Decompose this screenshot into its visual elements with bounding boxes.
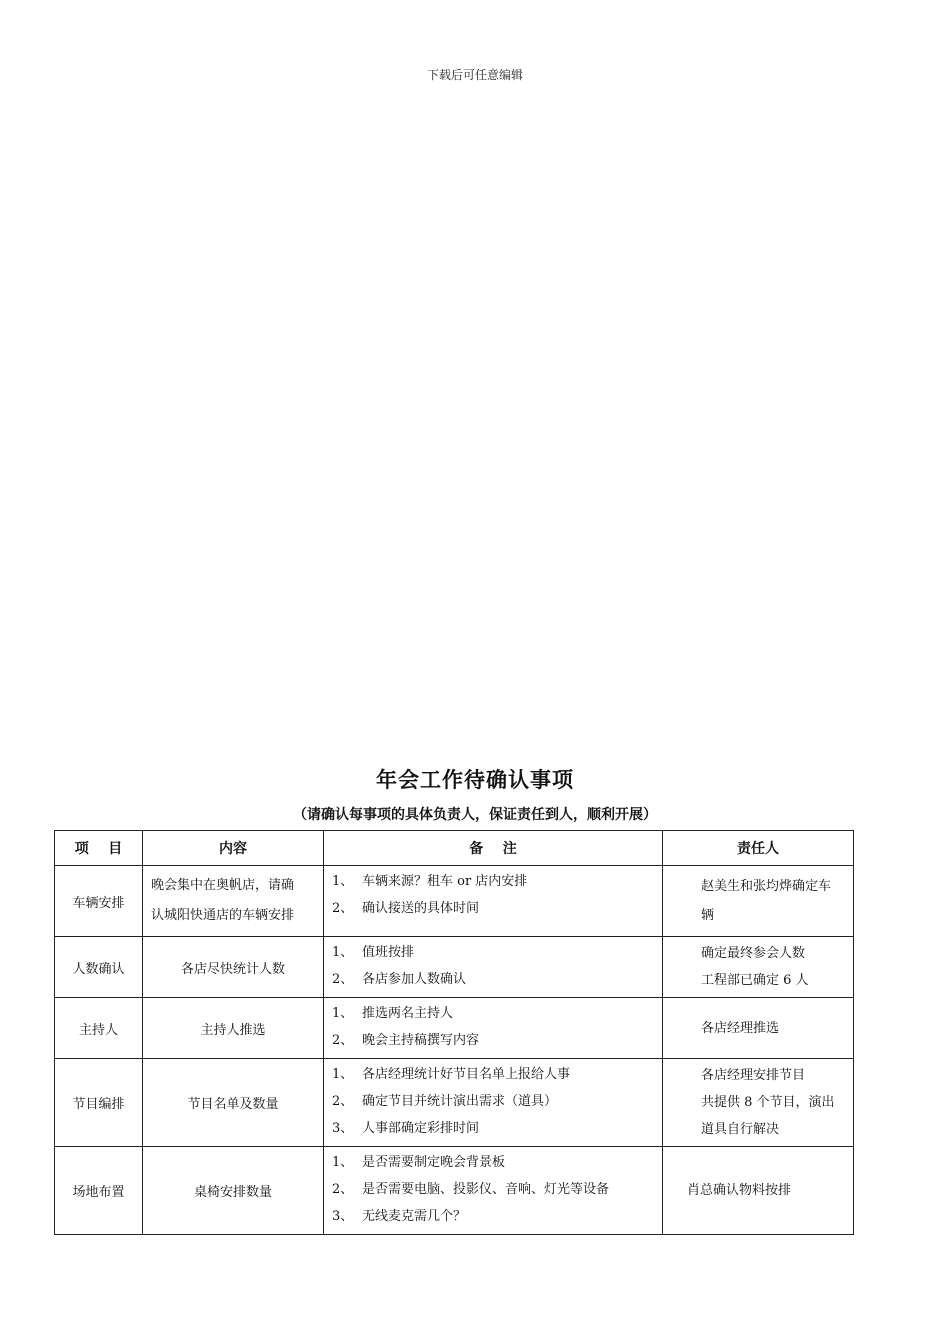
note-line: 2、 各店参加人数确认 (332, 972, 467, 987)
task-table (54, 830, 854, 1235)
owner-line: 赵美生和张均烨确定车 (701, 879, 832, 894)
row-notes (324, 937, 663, 998)
table-row (55, 1147, 854, 1235)
owner-line: 共提供 8 个节目，演出 (701, 1095, 835, 1110)
owner-line: 确定最终参会人数 (701, 946, 806, 961)
row-notes (324, 998, 663, 1059)
table-row (55, 866, 854, 937)
row-owner (663, 998, 854, 1059)
row-content: 桌椅安排数量 (143, 1147, 324, 1235)
table-row (55, 998, 854, 1059)
row-content (143, 866, 324, 937)
owner-line: 肖总确认物料按排 (687, 1183, 792, 1198)
note-line: 1、 值班按排 (332, 945, 415, 960)
note-line: 2、 确定节目并统计演出需求（道具） (332, 1094, 558, 1109)
table-row (55, 937, 854, 998)
owner-line: 各店经理推选 (701, 1020, 780, 1036)
note-line: 1、 是否需要制定晚会背景板 (332, 1155, 506, 1170)
owner-line: 各店经理安排节目 (701, 1068, 806, 1083)
row-notes (324, 866, 663, 937)
header-content: 内容 (143, 831, 324, 866)
note-line: 2、 是否需要电脑、投影仪、音响、灯光等设备 (332, 1182, 610, 1197)
table-row (55, 1059, 854, 1147)
note-line: 2、 晚会主持稿撰写内容 (332, 1033, 480, 1048)
row-notes (324, 1059, 663, 1147)
header-item: 项 目 (55, 831, 143, 866)
row-content: 各店尽快统计人数 (143, 937, 324, 998)
row-item: 人数确认 (55, 937, 143, 998)
note-line: 3、 人事部确定彩排时间 (332, 1121, 480, 1136)
header-owner: 责任人 (663, 831, 854, 866)
header-notes: 备 注 (324, 831, 663, 866)
row-content: 主持人推选 (143, 998, 324, 1059)
row-item: 节目编排 (55, 1059, 143, 1147)
row-owner (663, 1147, 854, 1235)
note-line: 1、 车辆来源？租车 or 店内安排 (332, 874, 528, 889)
document-subtitle: （请确认每事项的具体负责人，保证责任到人，顺利开展） (293, 807, 657, 823)
owner-line: 道具自行解决 (701, 1122, 780, 1137)
owner-line: 工程部已确定 6 人 (701, 973, 809, 988)
header-note: 下载后可任意编辑 (426, 68, 523, 82)
note-line: 2、 确认接送的具体时间 (332, 901, 480, 916)
row-item: 场地布置 (55, 1147, 143, 1235)
row-content: 节目名单及数量 (143, 1059, 324, 1147)
note-line: 1、 各店经理统计好节目名单上报给人事 (332, 1067, 571, 1082)
row-item: 主持人 (55, 998, 143, 1059)
row-notes (324, 1147, 663, 1235)
row-item: 车辆安排 (55, 866, 143, 937)
note-line: 1、 推选两名主持人 (332, 1006, 454, 1021)
content-line: 认城阳快通店的车辆安排 (151, 908, 295, 923)
document-title: 年会工作待确认事项 (376, 768, 574, 792)
table-header-row (55, 831, 854, 866)
owner-line: 辆 (701, 908, 715, 923)
row-owner (663, 1059, 854, 1147)
row-owner (663, 866, 854, 937)
content-line: 晚会集中在奥帆店，请确 (151, 878, 295, 893)
note-line: 3、 无线麦克需几个？ (332, 1209, 467, 1224)
row-owner (663, 937, 854, 998)
